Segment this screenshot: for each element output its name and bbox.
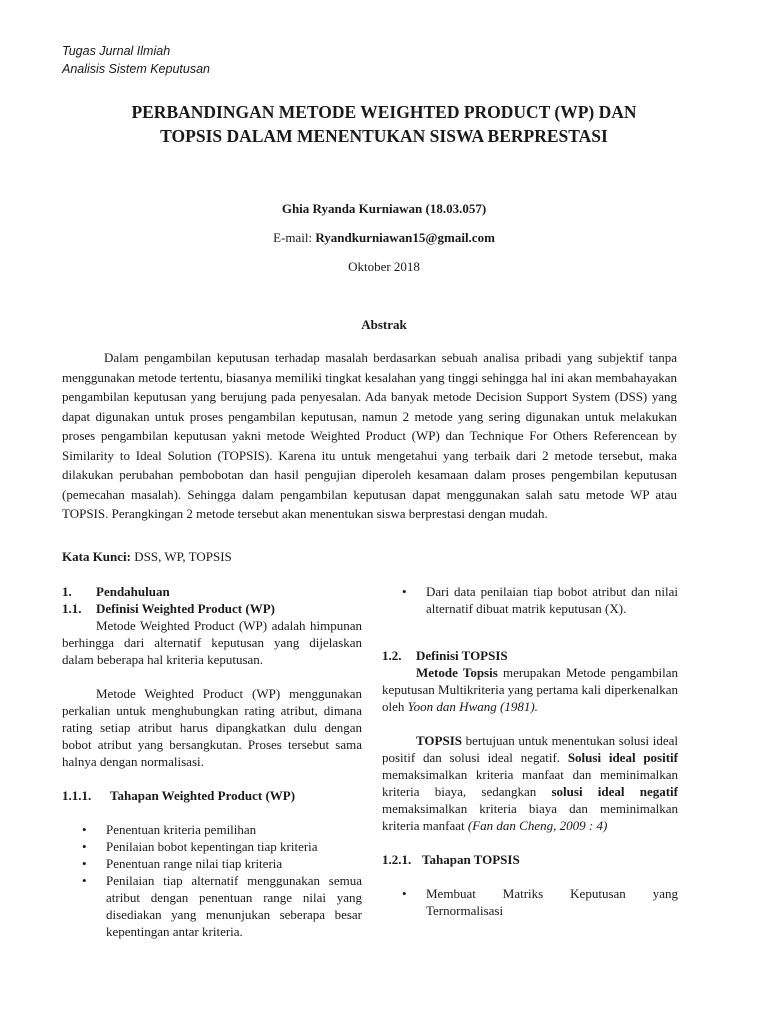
- list-item: • Penentuan kriteria pemilihan: [82, 822, 257, 837]
- abstract-heading: Abstrak: [361, 317, 407, 332]
- bullet-icon: •: [82, 873, 87, 888]
- title-line-2: TOPSIS DALAM MENENTUKAN SISWA BERPRESTASI: [160, 126, 608, 146]
- citation: Yoon dan Hwang (1981).: [407, 699, 538, 714]
- topsis-definition-paragraph: Metode Topsis merupakan Metode pengambilan keputusan Multikriteria yang pertama kali diperkenalkan oleh Yoon dan Hwang (1981).: [382, 665, 678, 714]
- keywords-value: DSS, WP, TOPSIS: [130, 549, 232, 564]
- left-column: [62, 583, 362, 940]
- header-line-subject: Analisis Sistem Keputusan: [62, 62, 210, 76]
- section-number: 1.1.: [62, 601, 82, 616]
- section-number: 1.1.1.: [62, 788, 92, 803]
- section-title: Tahapan Weighted Product (WP): [110, 788, 296, 803]
- list-item: • Penentuan range nilai tiap kriteria: [82, 856, 283, 871]
- right-column: [382, 583, 678, 919]
- section-title: Definisi Weighted Product (WP): [96, 601, 275, 616]
- topsis-goal-paragraph: TOPSIS bertujuan untuk menentukan solusi ideal positif dan solusi ideal negatif. Solusi ideal positif memaksimalkan kriteria manfaat dan meminimalkan kriteria biaya, sedangkan solusi ideal negatif memaksimalkan kriteria biaya dan meminimalkan kriteria manfaat (Fan dan Cheng, 2009 : 4): [382, 733, 678, 833]
- email-address[interactable]: Ryandkurniawan15@gmail.com: [315, 230, 495, 245]
- author-name: Ghia Ryanda Kurniawan (18.03.057): [281, 201, 487, 216]
- list-item: • Penilaian bobot kepentingan tiap kriteria: [82, 839, 318, 854]
- section-number: 1.2.1.: [382, 852, 412, 867]
- section-title: Definisi TOPSIS: [416, 648, 508, 663]
- bullet-icon: •: [82, 822, 87, 837]
- bullet-icon: •: [82, 839, 87, 854]
- list-item: • Penilaian tiap alternatif menggunakan semua atribut dengan penentuan range nilai yang disediakan yang menunjukan seberapa besar kepentingan antar kriteria.: [82, 873, 362, 939]
- section-1-2-heading: [382, 647, 678, 664]
- email-label: E-mail:: [273, 230, 316, 245]
- bullet-icon: •: [402, 584, 407, 599]
- section-1-2-1-heading: [382, 851, 678, 868]
- section-number: 1.: [62, 584, 72, 599]
- header-line-course: Tugas Jurnal Ilmiah: [62, 44, 171, 58]
- wp-definition-paragraph: Metode Weighted Product (WP) adalah himpunan berhingga dari alternatif keputusan yang dijelaskan dalam beberapa hal kriteria keputusan.: [62, 618, 362, 667]
- list-item: • Membuat Matriks Keputusan yang Ternormalisasi: [402, 886, 678, 918]
- keywords-label: Kata Kunci:: [62, 549, 131, 564]
- author-email: [60, 230, 708, 246]
- keywords: [62, 549, 232, 565]
- section-1-heading: [62, 583, 362, 600]
- publication-date: Oktober 2018: [348, 259, 420, 274]
- section-title: Pendahuluan: [96, 584, 170, 599]
- section-1-1-heading: [62, 600, 362, 617]
- section-1-1-1-heading: [62, 787, 362, 804]
- bullet-icon: •: [402, 886, 407, 901]
- wp-method-paragraph: Metode Weighted Product (WP) menggunakan perkalian untuk menghubungkan rating atribut, dimana rating setiap atribut harus dipangkatkan dulu dengan bobot atribut yang bersangkutan. Proses tersebut sama halnya dengan normalisasi.: [62, 686, 362, 769]
- wp-steps-list-continued: [382, 583, 678, 617]
- topsis-steps-list: [382, 885, 678, 919]
- bullet-icon: •: [82, 856, 87, 871]
- section-title: Tahapan TOPSIS: [422, 852, 520, 867]
- citation: (Fan dan Cheng, 2009 : 4): [467, 818, 608, 833]
- wp-steps-list: [62, 821, 362, 940]
- abstract-body: Dalam pengambilan keputusan terhadap masalah berdasarkan sebuah analisa pribadi yang subjektif tanpa menggunakan metode tertentu, biasanya memiliki tingkat kesalahan yang tinggi sehingga hal ini akan membahayakan pengambilan keputusan yang berujung pada penyesalan. Ada banyak metode Decision Support System (DSS) yang dapat digunakan untuk proses pengambilan keputusan, namun 2 metode yang sering digunakan untuk melakukan proses pengambilan keputusan yakni metode Weighted Product (WP) dan Technique For Others Referencean by Similarity to Ideal Solution (TOPSIS). Karena itu untuk mengetahui yang terbaik dari 2 metode tersebut, maka dilakukan perubahan pembobotan dan hasil pengujian diperoleh kesamaan dalam proses pengembilan keputusan (pemecahan masalah). Sehingga dalam pengambilan keputusan dapat menggunakan salah satu metode WP atau TOPSIS. Perangkingan 2 metode tersebut akan menentukan siswa berprestasi dengan mudah.: [62, 350, 677, 521]
- list-item: • Dari data penilaian tiap bobot atribut dan nilai alternatif dibuat matrik keputusan (X).: [402, 584, 678, 616]
- paper-title: [60, 100, 708, 148]
- title-line-1: PERBANDINGAN METODE WEIGHTED PRODUCT (WP) DAN: [131, 102, 637, 122]
- section-number: 1.2.: [382, 648, 402, 663]
- journal-header-note: [62, 42, 210, 78]
